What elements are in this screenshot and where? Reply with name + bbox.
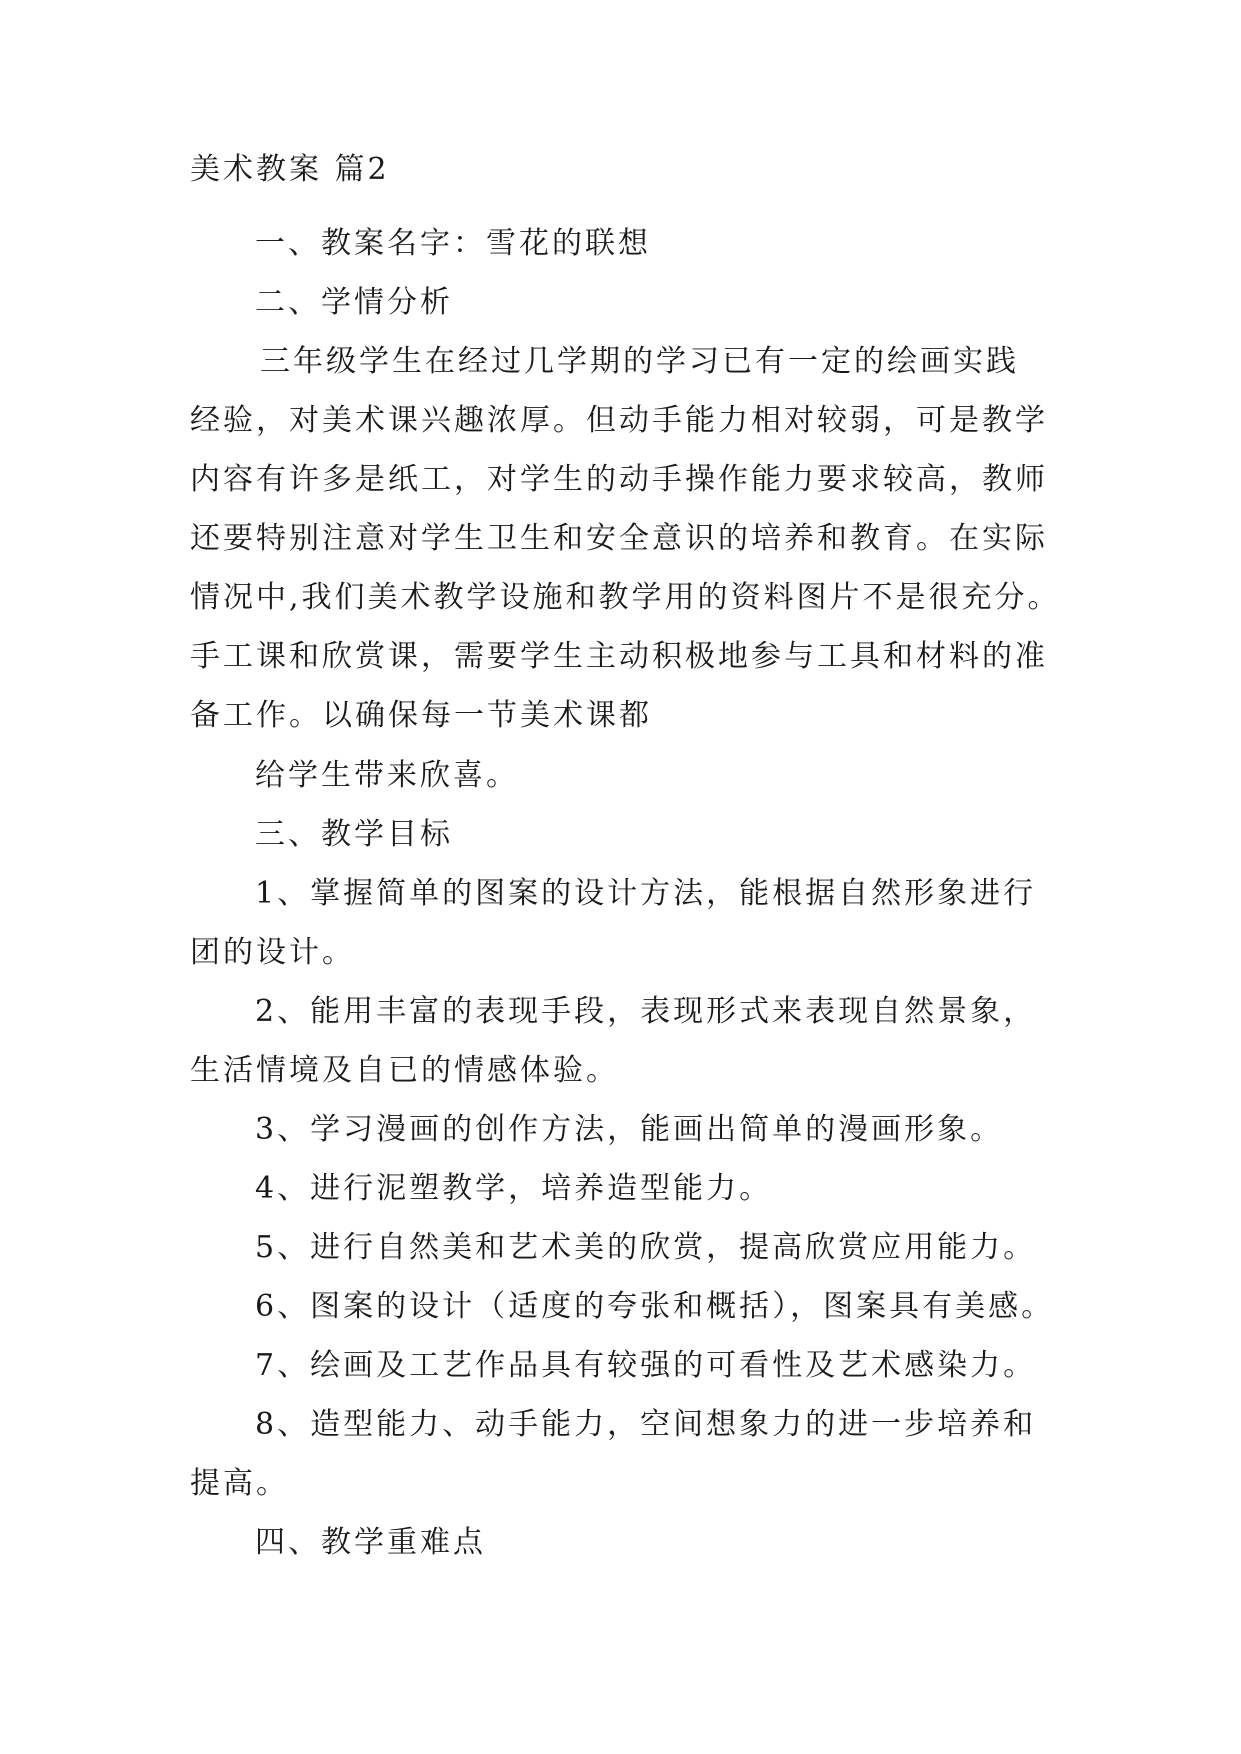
objective-item: 7、绘画及工艺作品具有较强的可看性及艺术感染力。: [255, 1348, 1037, 1383]
objective-item: 6、图案的设计（适度的夸张和概括），图案具有美感。: [255, 1289, 1055, 1324]
objective-item: 8、造型能力、动手能力，空间想象力的进一步培养和: [255, 1407, 1037, 1442]
paragraph-line: 还要特别注意对学生卫生和安全意识的培养和教育。在实际: [190, 521, 1048, 556]
objective-item: 2、能用丰富的表现手段，表现形式来表现自然景象，: [255, 994, 1037, 1029]
section-heading: 二、学情分析: [255, 285, 453, 320]
paragraph-line: 情况中,我们美术教学设施和教学用的资料图片不是很充分。: [190, 580, 1061, 615]
objective-item-continued: 团的设计。: [190, 935, 355, 970]
objective-item: 1、掌握简单的图案的设计方法，能根据自然形象进行: [255, 876, 1037, 911]
paragraph-line: 三年级学生在经过几学期的学习已有一定的绘画实践: [260, 344, 1019, 379]
objective-item-continued: 提高。: [190, 1466, 289, 1501]
paragraph-line: 内容有许多是纸工，对学生的动手操作能力要求较高，教师: [190, 462, 1048, 497]
objective-item: 4、进行泥塑教学，培养造型能力。: [255, 1171, 773, 1206]
objective-item-continued: 生活情境及自已的情感体验。: [190, 1053, 619, 1088]
objective-item: 3、学习漫画的创作方法，能画出简单的漫画形象。: [255, 1112, 1004, 1147]
section-heading: 三、教学目标: [255, 817, 453, 852]
paragraph-line: 备工作。以确保每一节美术课都: [190, 698, 652, 733]
objective-item: 5、进行自然美和艺术美的欣赏，提高欣赏应用能力。: [255, 1230, 1037, 1265]
section-heading: 一、教案名字：雪花的联想: [255, 226, 651, 261]
paragraph-line: 给学生带来欣喜。: [255, 758, 519, 793]
paragraph-line: 经验，对美术课兴趣浓厚。但动手能力相对较弱，可是教学: [190, 403, 1048, 438]
section-heading: 四、教学重难点: [255, 1525, 486, 1560]
paragraph-line: 手工课和欣赏课，需要学生主动积极地参与工具和材料的准: [190, 639, 1048, 674]
document-title: 美术教案 篇2: [190, 152, 390, 187]
